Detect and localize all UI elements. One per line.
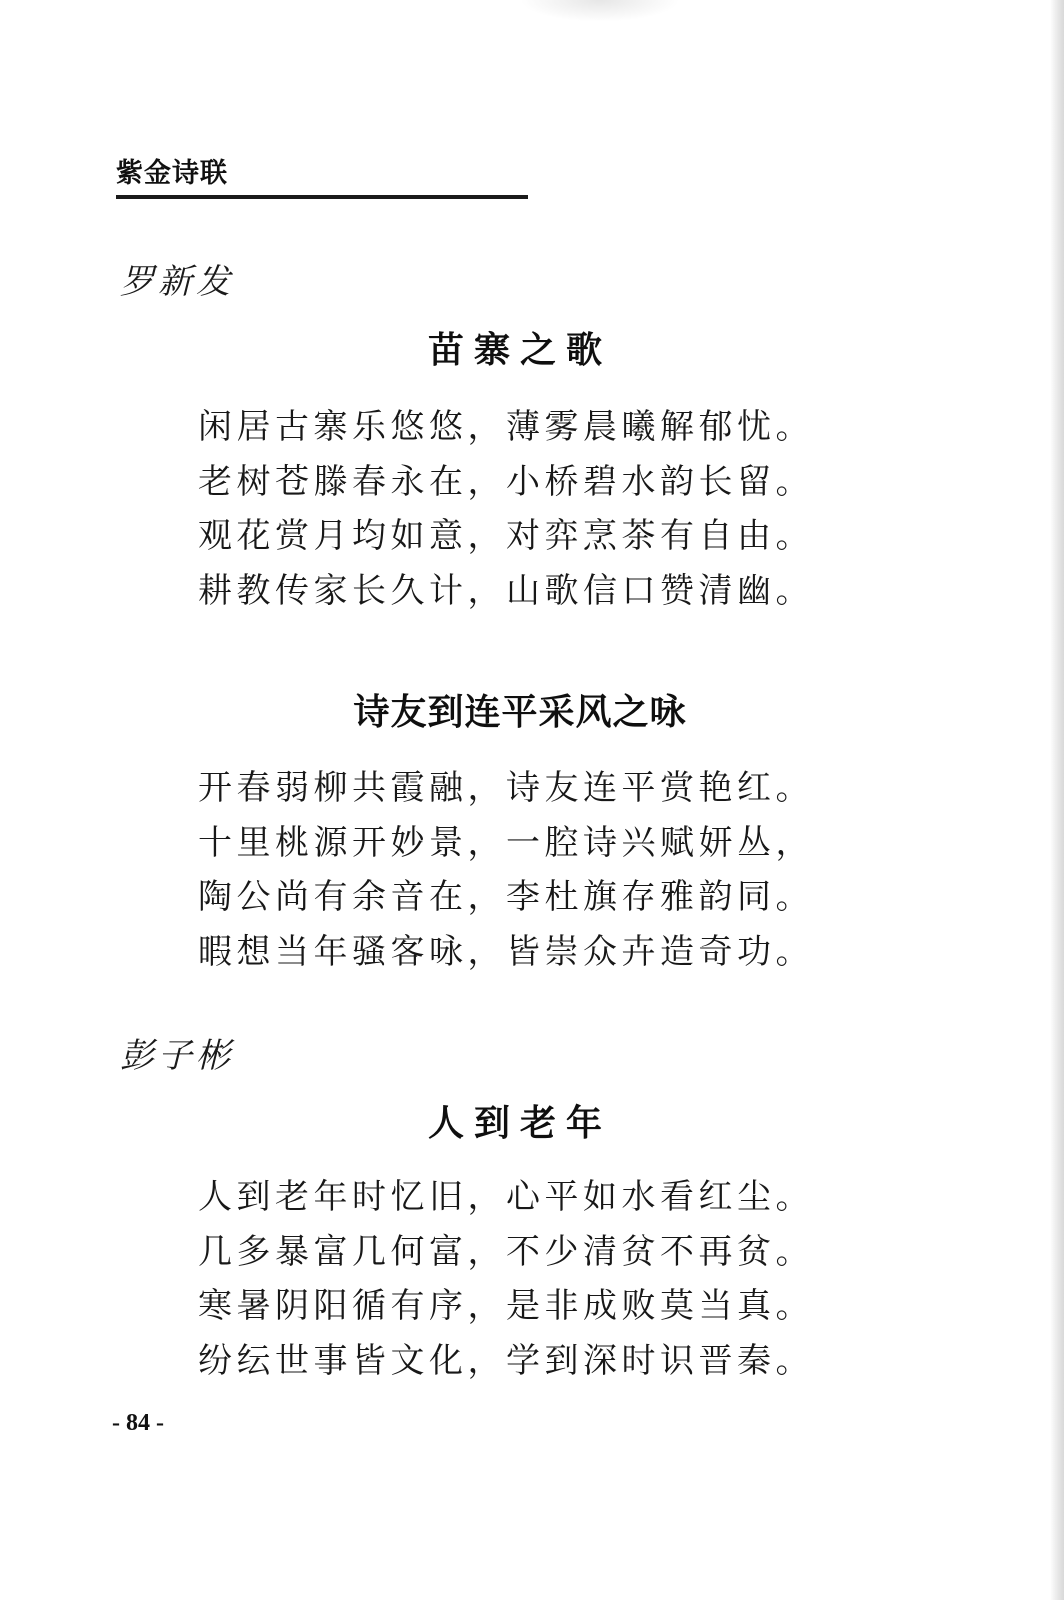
poem-line: 开春弱柳共霞融，诗友连平赏艳红。 xyxy=(198,768,814,808)
running-header xyxy=(116,157,528,203)
poem-line: 陶公尚有余音在，李杜旗存雅韵同。 xyxy=(198,877,814,917)
poem-line: 纷纭世事皆文化，学到深时识晋秦。 xyxy=(198,1340,814,1381)
poem-body xyxy=(198,761,818,979)
poem-line: 人到老年时忆旧，心平如水看红尘。 xyxy=(198,1177,814,1217)
poem-line: 几多暴富几何富，不少清贫不再贫。 xyxy=(198,1231,814,1272)
running-header-title: 紫金诗联 xyxy=(116,158,228,189)
poem-line: 耕教传家长久计，山歌信口赞清幽。 xyxy=(198,570,814,611)
author-name: 罗新发 xyxy=(120,262,234,302)
poem-title: 人到老年 xyxy=(427,1102,612,1144)
scan-top-shadow xyxy=(520,0,680,22)
poem-body xyxy=(198,400,818,618)
author-name: 彭子彬 xyxy=(120,1036,234,1076)
header-rule xyxy=(116,195,528,199)
poem-line: 观花赏月均如意，对弈烹茶有自由。 xyxy=(198,516,814,556)
poem-line: 老树苍滕春永在，小桥碧水韵长留。 xyxy=(198,461,814,502)
poem-body xyxy=(198,1170,818,1388)
poem-line: 寒暑阴阳循有序，是非成败莫当真。 xyxy=(198,1286,814,1326)
poem-title: 苗寨之歌 xyxy=(427,329,612,371)
poem-title: 诗友到连平采风之咏 xyxy=(353,691,687,733)
page-number: - 84 - xyxy=(112,1410,164,1436)
scan-page-edge xyxy=(1050,0,1064,1600)
poem-line: 十里桃源开妙景，一腔诗兴赋妍丛， xyxy=(198,822,814,863)
poem-line: 暇想当年骚客咏，皆崇众卉造奇功。 xyxy=(198,931,814,972)
poem-line: 闲居古寨乐悠悠，薄雾晨曦解郁忧。 xyxy=(198,407,814,447)
